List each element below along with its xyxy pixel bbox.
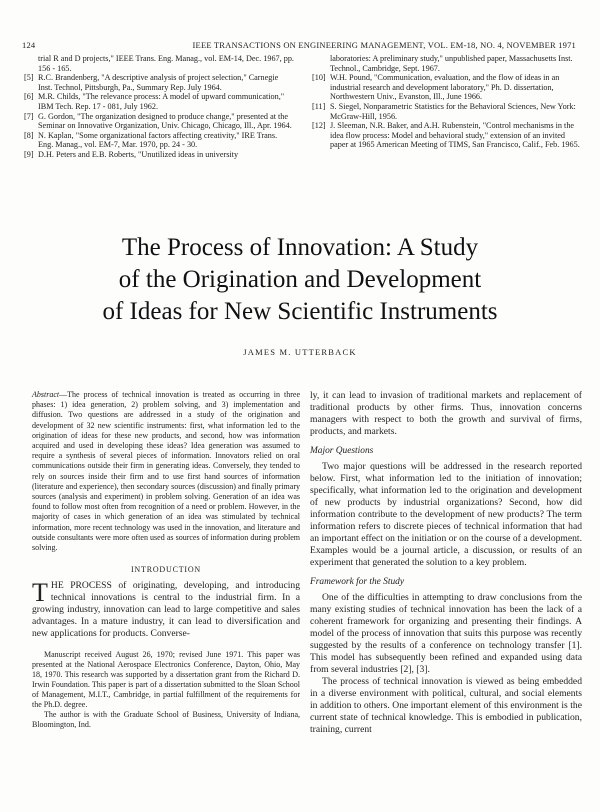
reference-item: [11] S. Siegel, Nonparametric Statistics for the Behavioral Sciences, New York: McGraw-Hill, 1956. — [312, 101, 576, 121]
reference-item: trial R and D projects," IEEE Trans. Eng. Manag., vol. EM-14, Dec. 1967, pp. 156 - 165. — [38, 54, 294, 73]
major-questions-paragraph: Two major questions will be addressed in the research reported below. First, what information led to the initiation of innovation; specifically, what information led to the origination and development of new products by industrial organizations? Second, how did information contribute to the development of new products? The term information refers to discrete pieces of technical information that had an important effect on the initiation or on the course of a development. Examples would be a journal article, a discussion, or results of an experiment that generated the solution to a key problem. — [310, 461, 582, 568]
introduction-heading: INTRODUCTION — [130, 565, 202, 575]
reference-item: [6] M.R. Childs, "The relevance process: A model of upward communication," IBM Tech. Rep. 17 - 081, July 1962. — [24, 92, 285, 111]
continuation-paragraph: ly, it can lead to invasion of traditional markets and replacement of traditional products by other firms. Thus, innovation concerns managers with respect to both the growth and survival of firms, products, and markets. — [310, 390, 582, 437]
references-right-column — [312, 54, 580, 150]
paper-title — [40, 232, 560, 328]
journal-header: IEEE TRANSACTIONS ON ENGINEERING MANAGEMENT, VOL. EM-18, NO. 4, NOVEMBER 1971 — [192, 40, 576, 50]
title-line: of Ideas for New Scientific Instruments — [102, 298, 498, 325]
title-line: The Process of Innovation: A Study — [121, 234, 479, 261]
abstract-text: —The process of technical innovation is treated as occurring in three phases: 1) idea generation, 2) problem solving, and 3) implementation and diffusion. Two questions are addressed in a study of the origination and development of 32 new scientific instruments: first, what information led to the origination of ideas for these new products, and second, how was information acquired and used in developing these ideas? Idea generation was assumed to require a synthesis of several pieces of information. Innovators relied on oral communications outside their firm in generating ideas. Conversely, they tended to rely on sources inside their firm and to use first hand sources of information (literature and experience), then secondary sources (discussion) and finally primary sources (analysis and experiment) in problem solving. Generation of an idea was found to follow most often from recognition of a need or problem. However, in the majority of cases in which generation of an idea was stimulated by technical information, more recent technology was used in the innovation, and literature and outside consultants were more often used as sources of information during problem solving. — [32, 390, 300, 553]
manuscript-footnote: Manuscript received August 26, 1970; revised June 1971. This paper was presented at the National Aerospace Electronics Conference, Dayton, Ohio, May 18, 1970. This research was supported by a dissertation grant from the Richard D. Irwin Foundation. This paper is part of a dissertation submitted to the Sloan School of Management, M.I.T., Cambridge, in partial fulfillment of the requirements for the Ph.D. degree. — [32, 650, 300, 710]
reference-item: [8] N. Kaplan, "Some organizational factors affecting creativity," IRE Trans. Eng. Manag., vol. EM-7, Mar. 1970, pp. 24 - 30. — [24, 130, 278, 150]
introduction-paragraph: THE PROCESS of originating, developing, and introducing technical innovations is central to the industrial firm. In a growing industry, innovation can lead to large competitive and sales advantages. In a mature industry, it can lead to diversification and new applications for products. Converse- — [32, 578, 300, 640]
drop-cap: T — [32, 578, 48, 608]
right-column — [310, 390, 582, 736]
major-questions-heading: Major Questions — [310, 446, 374, 456]
reference-item: [10] W.H. Pound, "Communication, evaluation, and the flow of ideas in an industrial research and development laboratory," Ph. D. dissertation, Northwestern Univ., Evanston, Ill., June 1966. — [312, 73, 560, 102]
reference-item: [9] D.H. Peters and E.B. Roberts, "Unutilized ideas in university — [24, 149, 239, 159]
left-column — [32, 390, 300, 730]
reference-item: [12] J. Sleeman, N.R. Baker, and A.H. Rubenstein, "Control mechanisms in the idea flow process: Model and behavioral study," extension of an invited paper at 1965 American Meeting of TIMS, San Francisco, Calif., Feb. 1965. — [312, 121, 580, 150]
running-header — [22, 40, 576, 54]
framework-paragraph: One of the difficulties in attempting to draw conclusions from the many existing studies of technical innovation has been the lack of a coherent framework for organizing and presenting their findings. A model of the process of innovation that suits this purpose was recently suggested by the results of a conference on technology transfer [1]. This model has subsequently been refined and expanded using data from several industries [2], [3]. — [310, 592, 582, 675]
title-line: of the Origination and Development — [118, 266, 482, 293]
author-name: JAMES M. UTTERBACK — [243, 347, 357, 357]
reference-item: laboratories: A preliminary study," unpublished paper, Massachusetts Inst. Technol., Cambridge, Sept. 1967. — [330, 54, 573, 73]
references-left-column — [24, 54, 294, 160]
page-number: 124 — [22, 40, 36, 50]
reference-item: [5] R.C. Brandenberg, "A descriptive analysis of project selection," Carnegie Inst. Technol, Pittsburgh, Pa., Summary Rep. July 1964. — [24, 73, 279, 92]
framework-heading: Framework for the Study — [310, 577, 404, 587]
abstract — [32, 390, 300, 553]
reference-item: [7] G. Gordon, "The organization designed to produce change," presented at the Seminar on Innovative Organization, Univ. Chicago, Chicago, Ill., Apr. 1964. — [24, 111, 292, 131]
framework-paragraph: The process of technical innovation is viewed as being embedded in a diverse environment with political, cultural, and social elements in addition to others. One important element of this environment is the current state of technical knowledge. This is embodied in publication, training, current — [310, 676, 582, 735]
author-affiliation-footnote: The author is with the Graduate School of Business, University of Indiana, Bloomington, Ind. — [32, 710, 300, 730]
abstract-label: Abstract — [32, 390, 60, 399]
